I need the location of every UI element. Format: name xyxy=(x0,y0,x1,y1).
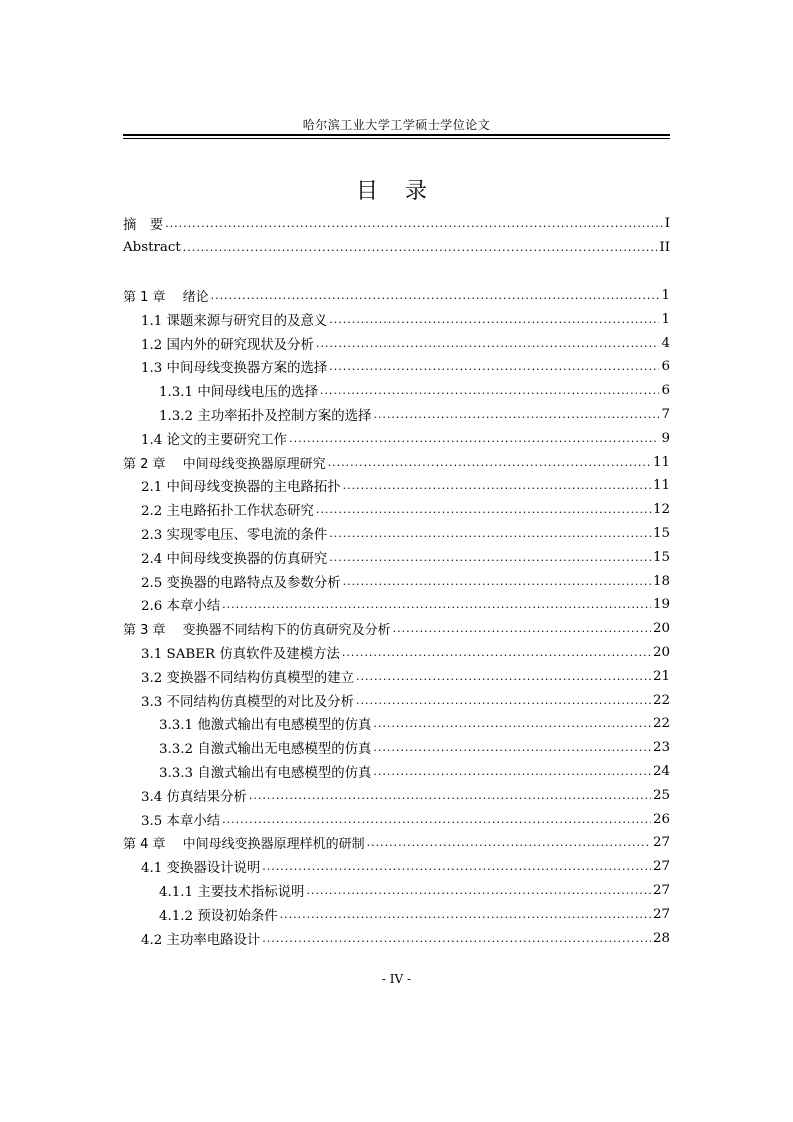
toc-entry-page: 19 xyxy=(652,597,670,613)
toc-entry-page: 20 xyxy=(652,644,670,660)
toc-dot-leader xyxy=(343,479,651,492)
toc-dot-leader xyxy=(329,527,651,540)
toc-entry-label: 2.6 本章小结 xyxy=(141,599,221,615)
toc-entry-page: 27 xyxy=(652,859,670,875)
toc-entry[interactable] xyxy=(123,688,670,712)
toc-entry[interactable] xyxy=(123,736,670,760)
toc-dot-leader xyxy=(373,741,651,754)
toc-entry-label: 1.1 课题来源与研究目的及意义 xyxy=(141,313,328,329)
toc-entry-page: 15 xyxy=(652,525,670,541)
toc-entry-page: 20 xyxy=(652,621,670,637)
toc-chapter-entry[interactable] xyxy=(123,450,670,474)
toc-entry-page: 23 xyxy=(652,740,670,756)
toc-dot-leader xyxy=(367,836,651,849)
toc-entry-label: 3.3.1 他激式输出有电感模型的仿真 xyxy=(159,718,372,734)
toc-entry[interactable] xyxy=(123,474,670,498)
toc-dot-leader xyxy=(393,622,651,635)
toc-dot-leader xyxy=(329,313,659,326)
toc-entry-page: 27 xyxy=(652,882,670,898)
toc-entry-label: Abstract xyxy=(123,240,181,256)
toc-entry[interactable] xyxy=(123,855,670,879)
toc-entry-page: 7 xyxy=(661,406,670,422)
toc-entry-label: 2.1 中间母线变换器的主电路拓扑 xyxy=(141,480,341,496)
toc-chapter-entry[interactable] xyxy=(123,831,670,855)
toc-dot-leader xyxy=(320,384,660,397)
toc-entry[interactable] xyxy=(123,379,670,403)
toc-entry-label: 1.2 国内外的研究现状及分析 xyxy=(141,337,314,353)
toc-entry[interactable] xyxy=(123,545,670,569)
toc-entry-label: 第 4 章 中间母线变换器原理样机的研制 xyxy=(123,837,365,853)
toc-entry-label: 3.3.3 自激式输出有电感模型的仿真 xyxy=(159,765,372,781)
toc-entry-label: 2.2 主电路拓扑工作状态研究 xyxy=(141,504,314,520)
toc-dot-leader xyxy=(373,765,651,778)
toc-entry-label: 4.1.2 预设初始条件 xyxy=(159,908,278,924)
page-title: 目 录 xyxy=(356,179,437,204)
toc-entry-label: 3.3.2 自激式输出无电感模型的仿真 xyxy=(159,742,372,758)
toc-entry-page: 15 xyxy=(652,549,670,565)
toc-entry-page: 25 xyxy=(652,787,670,803)
toc-dot-leader xyxy=(329,360,659,373)
toc-dot-leader xyxy=(280,908,651,921)
toc-entry-label: 4.1.1 主要技术指标说明 xyxy=(159,884,305,900)
table-of-contents xyxy=(123,212,670,950)
toc-entry-label: 1.3.1 中间母线电压的选择 xyxy=(159,385,318,401)
toc-entry-label: 1.3 中间母线变换器方案的选择 xyxy=(141,361,328,377)
toc-chapter-entry[interactable] xyxy=(123,284,670,308)
toc-entry-label: 第 2 章 中间母线变换器原理研究 xyxy=(123,456,326,472)
toc-dot-leader xyxy=(329,551,651,564)
header-rule-thick xyxy=(123,134,670,136)
toc-entry-page: 9 xyxy=(661,430,670,446)
toc-dot-leader xyxy=(262,932,651,945)
toc-entry-page: 26 xyxy=(652,811,670,827)
toc-entry-label: 3.5 本章小结 xyxy=(141,813,221,829)
toc-entry[interactable] xyxy=(123,522,670,546)
toc-dot-leader xyxy=(289,432,659,445)
toc-dot-leader xyxy=(342,646,651,659)
toc-entry[interactable] xyxy=(123,879,670,903)
toc-entry[interactable] xyxy=(123,641,670,665)
page-header: 哈尔滨工业大学工学硕士学位论文 xyxy=(302,118,491,132)
toc-entry-page: I xyxy=(664,216,670,232)
toc-entry-page: 22 xyxy=(652,716,670,732)
toc-entry-label: 3.4 仿真结果分析 xyxy=(141,789,247,805)
toc-entry[interactable] xyxy=(123,236,670,260)
toc-entry-label: 3.2 变换器不同结构仿真模型的建立 xyxy=(141,670,355,686)
toc-entry-page: 6 xyxy=(661,359,670,375)
toc-dot-leader xyxy=(211,289,660,302)
toc-dot-leader xyxy=(222,598,651,611)
toc-entry-page: 12 xyxy=(652,502,670,518)
toc-dot-leader xyxy=(373,408,659,421)
toc-entry[interactable] xyxy=(123,783,670,807)
toc-entry[interactable] xyxy=(123,403,670,427)
toc-entry-page: 21 xyxy=(652,668,670,684)
toc-entry-label: 3.3 不同结构仿真模型的对比及分析 xyxy=(141,694,355,710)
toc-entry-page: 11 xyxy=(652,454,670,470)
toc-entry[interactable] xyxy=(123,569,670,593)
toc-entry-label: 3.1 SABER 仿真软件及建模方法 xyxy=(141,646,340,662)
toc-dot-leader xyxy=(343,575,651,588)
toc-entry-label: 摘 要 xyxy=(123,218,164,234)
toc-entry[interactable] xyxy=(123,212,670,236)
toc-entry-label: 第 3 章 变换器不同结构下的仿真研究及分析 xyxy=(123,623,391,639)
toc-chapter-entry[interactable] xyxy=(123,617,670,641)
toc-entry-page: 24 xyxy=(652,763,670,779)
toc-entry-label: 2.5 变换器的电路特点及参数分析 xyxy=(141,575,341,591)
toc-entry-page: 6 xyxy=(661,383,670,399)
toc-entry[interactable] xyxy=(123,331,670,355)
toc-dot-leader xyxy=(316,337,660,350)
toc-entry-label: 1.3.2 主功率拓扑及控制方案的选择 xyxy=(159,408,372,424)
page-number: - IV - xyxy=(381,972,412,986)
toc-entry[interactable] xyxy=(123,902,670,926)
toc-entry[interactable] xyxy=(123,355,670,379)
toc-entry-label: 4.1 变换器设计说明 xyxy=(141,861,261,877)
toc-entry[interactable] xyxy=(123,593,670,617)
toc-entry-page: 11 xyxy=(652,478,670,494)
toc-entry-label: 第 1 章 绪论 xyxy=(123,289,209,305)
toc-dot-leader xyxy=(328,456,651,469)
toc-entry-label: 2.4 中间母线变换器的仿真研究 xyxy=(141,551,328,567)
toc-entry-page: 18 xyxy=(652,573,670,589)
toc-dot-leader xyxy=(165,217,663,230)
toc-entry-page: 4 xyxy=(661,335,670,351)
toc-dot-leader xyxy=(356,670,651,683)
toc-entry-label: 4.2 主功率电路设计 xyxy=(141,932,261,948)
toc-dot-leader xyxy=(373,717,651,730)
toc-entry-label: 2.3 实现零电压、零电流的条件 xyxy=(141,527,328,543)
toc-entry[interactable] xyxy=(123,712,670,736)
header-rule-thin xyxy=(123,138,670,139)
toc-dot-leader xyxy=(316,503,651,516)
toc-dot-leader xyxy=(183,241,658,254)
toc-dot-leader xyxy=(249,789,651,802)
toc-entry-page: 1 xyxy=(661,311,670,327)
toc-entry-page: II xyxy=(659,240,670,256)
toc-entry-page: 27 xyxy=(652,906,670,922)
toc-entry-page: 27 xyxy=(652,835,670,851)
toc-entry[interactable] xyxy=(123,664,670,688)
toc-entry[interactable] xyxy=(123,807,670,831)
toc-dot-leader xyxy=(356,694,651,707)
toc-entry-page: 28 xyxy=(652,930,670,946)
toc-dot-leader xyxy=(222,813,651,826)
toc-dot-leader xyxy=(306,884,651,897)
toc-entry[interactable] xyxy=(123,760,670,784)
toc-entry[interactable] xyxy=(123,498,670,522)
toc-entry-label: 1.4 论文的主要研究工作 xyxy=(141,432,288,448)
toc-entry[interactable] xyxy=(123,307,670,331)
toc-entry-page: 22 xyxy=(652,692,670,708)
toc-entry-page: 1 xyxy=(661,287,670,303)
toc-dot-leader xyxy=(262,860,651,873)
toc-entry[interactable] xyxy=(123,426,670,450)
toc-entry[interactable] xyxy=(123,926,670,950)
